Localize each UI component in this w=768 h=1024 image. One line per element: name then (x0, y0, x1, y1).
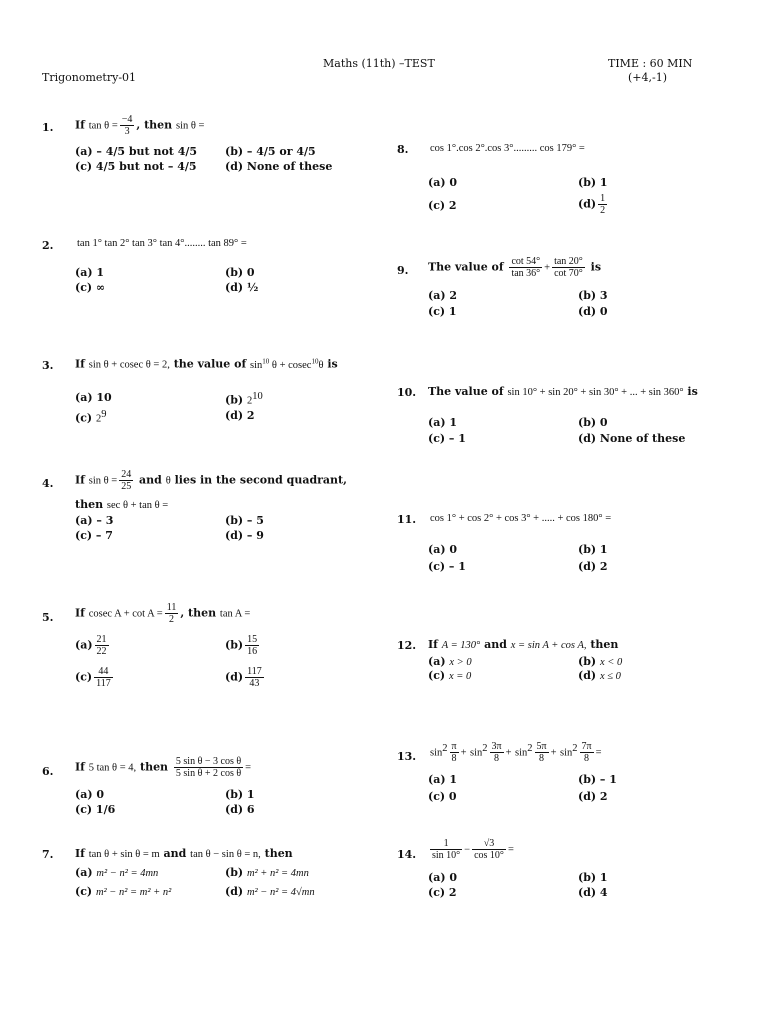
option-c: (c) – 1 (428, 432, 466, 445)
option-c: (c) $2^9$ (75, 409, 107, 425)
question-stem: If 5 tan θ = 4, then $\frac{\text{5 sin θ − 3 cos θ}}{\text{5 sin θ + 2 cos θ}}$ = (75, 756, 252, 779)
option-d: (d) $\frac{117}{43}$ (225, 666, 262, 689)
option-c: (c) 2 (428, 886, 457, 899)
option-b: (b) 0 (225, 266, 255, 279)
question-number: 6. (42, 765, 54, 778)
option-d: (d) 2 (578, 790, 608, 803)
option-b: (b) $2^{10}$ (225, 391, 263, 407)
option-c: (c) 1 (428, 305, 457, 318)
option-d: (d) 4 (578, 886, 608, 899)
option-b: (b) $\frac{15}{16}$ (225, 634, 258, 657)
option-b: (b) – 1 (578, 773, 617, 786)
option-c: (c) ∞ (75, 281, 106, 294)
option-d: (d) 2 (578, 560, 608, 573)
time-limit: TIME : 60 MIN (608, 57, 693, 70)
option-c: (c) 4/5 but not – 4/5 (75, 160, 197, 173)
question-number: 10. (397, 386, 417, 399)
question-stem: If sin θ = $\frac{24}{25}$ and θ lies in the second quadrant, (75, 469, 347, 492)
marking-scheme: (+4,-1) (628, 71, 668, 84)
option-c: (c) 2 (428, 199, 457, 212)
option-b: (b) 1 (578, 176, 608, 189)
question-number: 1. (42, 121, 54, 134)
option-b: (b) – 4/5 or 4/5 (225, 145, 316, 158)
subject-label: Trigonometry-01 (42, 71, 137, 84)
question-stem: tan 1° tan 2° tan 3° tan 4°........ tan 89° = (77, 238, 247, 249)
question-number: 7. (42, 848, 54, 861)
test-title: Maths (11th) –TEST (323, 57, 435, 70)
option-c: (c) m² − n² = m² + n² (75, 885, 172, 898)
option-a: (a) – 3 (75, 514, 114, 527)
question-number: 11. (397, 513, 417, 526)
question-stem: $\frac{1}{\sin 10^\circ}$ − $\frac{√3}{\cos 10^\circ}$ = (432, 838, 514, 861)
option-a: (a) $\frac{21}{22}$ (75, 634, 107, 657)
option-a: (a) 0 (75, 788, 105, 801)
question-stem: The value of sin 10° + sin 20° + sin 30° + ... + sin 360° is (428, 385, 698, 398)
option-c: (c) $\frac{44}{117}$ (75, 666, 111, 689)
option-b: (b) 3 (578, 289, 608, 302)
option-a: (a) 1 (75, 266, 105, 279)
question-stem: If A = 130° and x = sin A + cos A, then (428, 638, 619, 651)
question-number: 8. (397, 143, 409, 156)
option-b: (b) – 5 (225, 514, 264, 527)
option-d: (d) x ≤ 0 (578, 669, 621, 682)
option-a: (a) 10 (75, 391, 112, 404)
question-number: 4. (42, 477, 54, 490)
option-b: (b) 0 (578, 416, 608, 429)
option-a: (a) 1 (428, 416, 458, 429)
question-number: 2. (42, 239, 54, 252)
option-c: (c) – 1 (428, 560, 466, 573)
option-a: (a) – 4/5 but not 4/5 (75, 145, 198, 158)
option-d: (d) 0 (578, 305, 608, 318)
question-stem: cos 1°.cos 2°.cos 3°......... cos 179° = (430, 143, 585, 154)
option-a: (a) 0 (428, 871, 458, 884)
question-stem: If cosec A + cot A = $\frac{11}{2}$ , then tan A = (75, 602, 251, 625)
option-d: (d) 6 (225, 803, 255, 816)
question-number: 9. (397, 264, 409, 277)
question-stem: If tan θ = $\frac{-4}{3}$ , then sin θ = (75, 114, 205, 137)
question-number: 13. (397, 750, 417, 763)
option-d: (d) $\frac{1}{2}$ (578, 193, 606, 216)
option-b: (b) 1 (578, 871, 608, 884)
question-stem-line2: then sec θ + tan θ = (75, 498, 169, 511)
fraction: $\frac{-4}{3}$ (121, 114, 133, 137)
option-d: (d) None of these (225, 160, 333, 173)
option-b: (b) 1 (578, 543, 608, 556)
option-d: (d) m² − n² = 4√mn (225, 885, 315, 898)
option-b: (b) 1 (225, 788, 255, 801)
option-b: (b) m² + n² = 4mn (225, 866, 309, 879)
option-a: (a) x > 0 (428, 655, 472, 668)
option-a: (a) 0 (428, 176, 458, 189)
question-stem: $\sin^2$ $\frac{\pi}{8}$ + $\sin^2$ $\frac{3\pi}{8}$ + $\sin^2$ $\frac{5\pi}{8}$ + $\sin^2$ $\frac{7\pi}{8}$ = (430, 741, 602, 764)
question-stem: If sin θ + cosec θ = 2, the value of $\sin^{10} \theta + cosec^{10}\theta$ is (75, 357, 338, 371)
option-c: (c) 0 (428, 790, 457, 803)
question-number: 14. (397, 848, 417, 861)
question-number: 5. (42, 611, 54, 624)
question-stem: If tan θ + sin θ = m and tan θ − sin θ = n, then (75, 847, 293, 860)
fraction: $\frac{\text{5 sin θ − 3 cos θ}}{\text{5 sin θ + 2 cos θ}}$ (175, 756, 242, 779)
fraction: $\frac{11}{2}$ (166, 602, 177, 625)
option-a: (a) 2 (428, 289, 458, 302)
option-d: (d) – 9 (225, 529, 264, 542)
fraction: $\frac{24}{25}$ (121, 469, 132, 492)
question-stem: cos 1° + cos 2° + cos 3° + ..... + cos 180° = (430, 513, 612, 524)
option-c: (c) – 7 (75, 529, 113, 542)
option-c: (c) x = 0 (428, 669, 472, 682)
option-a: (a) m² − n² = 4mn (75, 866, 159, 879)
question-number: 12. (397, 639, 417, 652)
question-number: 3. (42, 359, 54, 372)
option-b: (b) x < 0 (578, 655, 623, 668)
option-d: (d) ½ (225, 281, 259, 294)
option-a: (a) 1 (428, 773, 458, 786)
option-c: (c) 1/6 (75, 803, 116, 816)
question-stem: The value of $\frac{\cot 54^\circ}{\tan 36^\circ}$ + $\frac{\tan 20^\circ}{\cot 70^\circ}$ is (428, 256, 602, 279)
option-a: (a) 0 (428, 543, 458, 556)
option-d: (d) None of these (578, 432, 686, 445)
option-d: (d) 2 (225, 409, 255, 422)
